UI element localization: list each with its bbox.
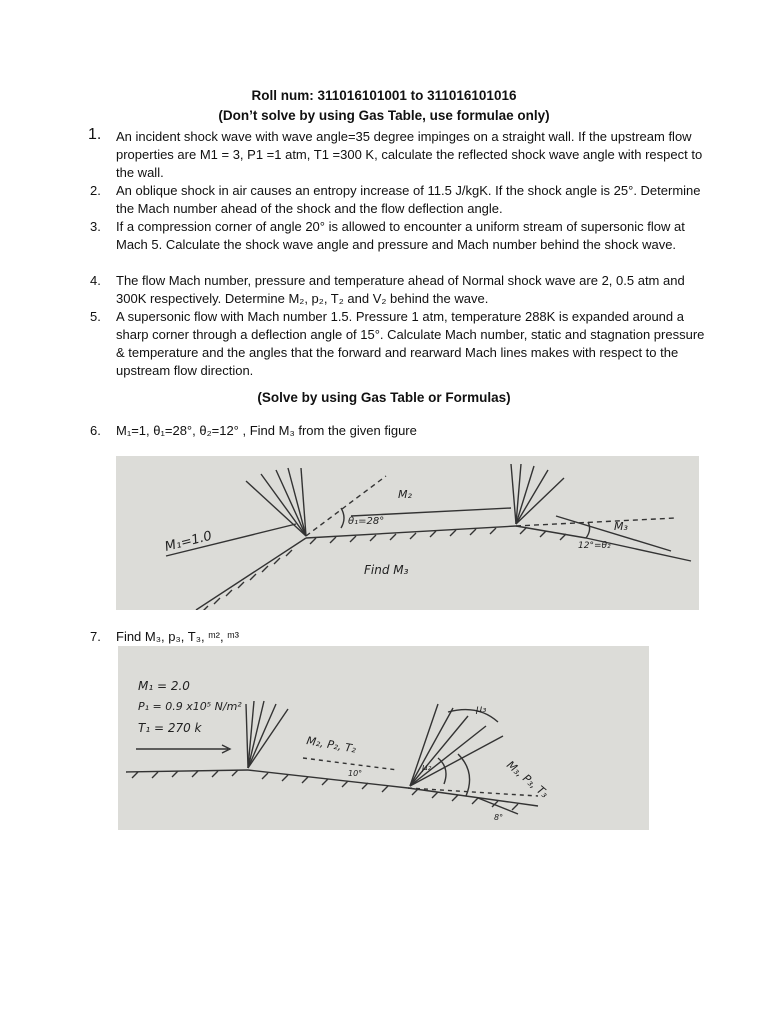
figure-2-label-p1: P₁ = 0.9 x10⁵ N/m²: [138, 700, 242, 713]
question-1: [88, 126, 706, 182]
question-text: An oblique shock in air causes an entropy increase of 11.5 J/kgK. If the shock angle is 25°. Determine the Mach number ahead of the shock and the flow deflection angle.: [116, 183, 701, 216]
roll-number-heading: Roll num: 311016101001 to 311016101016: [251, 88, 517, 103]
question-text: M₁=1, θ₁=28°, θ₂=12° , Find M₃ from the given figure: [116, 423, 417, 438]
figure-1-label-m3: M₃: [614, 520, 628, 533]
instruction-gas-table-allowed: (Solve by using Gas Table or Formulas): [257, 390, 511, 405]
question-text: If a compression corner of angle 20° is allowed to encounter a uniform stream of supersonic flow at Mach 5. Calculate the shock wave angle and pressure and Mach number behind the shock wave.: [116, 219, 685, 252]
figure-1-label-m1: M₁=1.0: [163, 528, 214, 555]
question-3: [90, 218, 706, 254]
figure-2-label-mu3: μ₃: [476, 704, 487, 715]
question-number: 5.: [90, 309, 101, 324]
figure-2-label-state2: M₂, P₂, T₂: [305, 734, 358, 756]
figure-2-label-mu2: μ₂: [422, 763, 432, 773]
question-text: A supersonic flow with Mach number 1.5. Pressure 1 atm, temperature 288K is expanded around a sharp corner through a deflection angle of 15°. Calculate Mach number, static and stagnation pressure & temperature and the angles that the forward and rearward Mach lines makes with respect to the upstream flow direction.: [116, 309, 705, 378]
question-5: [90, 308, 706, 380]
question-number: 4.: [90, 273, 101, 288]
figure-2-label-angle1: 10°: [348, 769, 363, 778]
figure-1-drawing: [116, 456, 699, 610]
figure-2-label-m1: M₁ = 2.0: [138, 679, 190, 693]
question-6: [90, 422, 706, 440]
figure-1-label-theta2: 12°=θ₂: [578, 541, 611, 551]
question-2: [90, 182, 706, 218]
question-number: 6.: [90, 423, 101, 438]
question-number: 3.: [90, 219, 101, 234]
question-number: 2.: [90, 183, 101, 198]
figure-1-caption: Find M₃: [364, 563, 409, 577]
figure-1-label-m2: M₂: [398, 488, 412, 501]
question-7: [90, 628, 706, 646]
question-text: Find M₃, p₃, T₃, ᵐ², ᵐ³: [116, 629, 239, 644]
figure-2-label-t1: T₁ = 270 k: [138, 721, 202, 735]
figure-expansion-corners: [116, 456, 699, 610]
question-number: 7.: [90, 629, 101, 644]
question-4: [90, 272, 706, 308]
figure-2-drawing: [118, 646, 649, 830]
question-number: 1.: [88, 126, 102, 143]
question-text: An incident shock wave with wave angle=35 degree impinges on a straight wall. If the upstream flow properties are M1 = 3, P1 =1 atm, T1 =300 K, calculate the reflected shock wave angle with respect to the wall.: [116, 129, 703, 180]
figure-1-label-theta1: θ₁=28°: [348, 516, 385, 527]
instruction-no-gas-table: (Don’t solve by using Gas Table, use formulae only): [218, 108, 550, 123]
question-text: The flow Mach number, pressure and temperature ahead of Normal shock wave are 2, 0.5 atm and 300K respectively. Determine M₂, p₂, T₂ and V₂ behind the wave.: [116, 273, 685, 306]
figure-2-label-state3: M₃, P₃, T₃: [504, 758, 551, 801]
figure-expansion-waves: [118, 646, 649, 830]
figure-2-label-angle2: 8°: [494, 813, 504, 822]
